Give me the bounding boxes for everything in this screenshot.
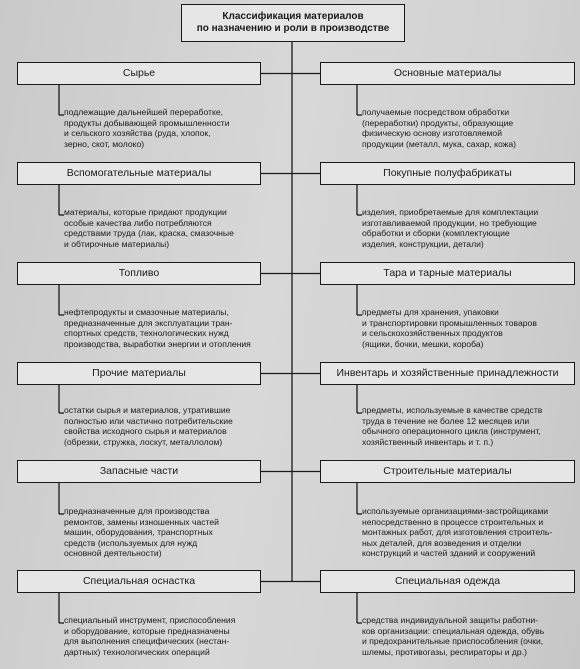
category-box-construction-materials: [320, 460, 575, 483]
category-label: Специальная оснастка: [82, 575, 196, 587]
category-desc-spare-parts: предназначенные для производства ремонтов, замены изношенных частей машин, оборудования, транспортных средств (используемых для нужд основной деятельности): [64, 506, 219, 559]
category-box-auxiliary-materials: [17, 162, 261, 185]
category-desc-inventory: предметы, используемые в качестве средств труда в течение не более 12 месяцев или обычного операционного цикла (инструмент, хозяйственный инвентарь и т. п.): [362, 405, 543, 447]
category-desc-construction-materials: используемые организациями-застройщиками непосредственно в процессе строительных и монтажных работ, для изготовления строитель- ных деталей, для возведения и отделки конструкций и частей зданий и сооружений: [362, 506, 553, 559]
category-box-raw-materials: [17, 62, 261, 85]
category-desc-purchased-semi-finished: изделия, приобретаемые для комплектации изготавливаемой продукции, но требующие обработки и сборки (комплектующие изделия, конструкции, детали): [362, 207, 539, 249]
category-box-special-tooling: [17, 570, 261, 593]
category-label: Запасные части: [99, 465, 179, 477]
title-line-1: Классификация материалов: [222, 11, 364, 22]
category-desc-special-clothing: средства индивидуальной защиты работни- ков организации: специальная одежда, обувь и предохранительные приспособления (очки, шлемы, противогазы, респираторы и др.): [362, 615, 545, 657]
category-box-special-clothing: [320, 570, 575, 593]
category-box-basic-materials: [320, 62, 575, 85]
category-desc-basic-materials: получаемые посредством обработки (переработки) продукты, образующие физическую основу изготовляемой продукции (металл, мука, сахар, кожа): [362, 107, 517, 149]
category-box-inventory: [320, 362, 575, 385]
title-line-2: по назначению и роли в производстве: [196, 23, 390, 34]
category-box-containers: [320, 262, 575, 285]
category-desc-auxiliary-materials: материалы, которые придают продукции особые качества либо потребляются средствами труда (лак, краска, смазочные и обтирочные материалы): [64, 207, 234, 249]
category-label: Специальная одежда: [394, 575, 501, 587]
category-label: Тара и тарные материалы: [383, 267, 512, 279]
category-desc-raw-materials: подлежащие дальнейшей переработке, продукты добывающей промышленности и сельского хозяйства (руда, хлопок, зерно, скот, молоко): [64, 107, 230, 149]
category-desc-fuel: нефтепродукты и смазочные материалы, предназначенные для эксплуатации тран- спортных средств, технологических нужд производства, выработки энергии и отопления: [64, 307, 251, 349]
category-label: Прочие материалы: [92, 367, 186, 379]
diagram-title: [181, 4, 405, 42]
category-label: Инвентарь и хозяйственные принадлежности: [336, 367, 559, 379]
category-label: Топливо: [118, 267, 160, 279]
category-box-other-materials: [17, 362, 261, 385]
category-desc-containers: предметы для хранения, упаковки и транспортировки промышленных товаров и сельскохозяйственных продуктов (ящики, бочки, мешки, короба): [362, 307, 537, 349]
category-label: Покупные полуфабрикаты: [383, 167, 512, 179]
category-desc-other-materials: остатки сырья и материалов, утратившие полностью или частично потребительские свойства исходного сырья и материалов (обрезки, стружка, лоскут, металлолом): [64, 405, 233, 447]
category-label: Вспомогательные материалы: [66, 167, 212, 179]
category-label: Сырье: [122, 67, 156, 79]
category-box-purchased-semi-finished: [320, 162, 575, 185]
category-box-fuel: [17, 262, 261, 285]
category-box-spare-parts: [17, 460, 261, 483]
category-label: Основные материалы: [393, 67, 502, 79]
category-desc-special-tooling: специальный инструмент, приспособления и оборудование, которые предназначены для выполнения специфических (нестан- дартных) технологических операций: [64, 615, 236, 657]
category-label: Строительные материалы: [383, 465, 512, 477]
